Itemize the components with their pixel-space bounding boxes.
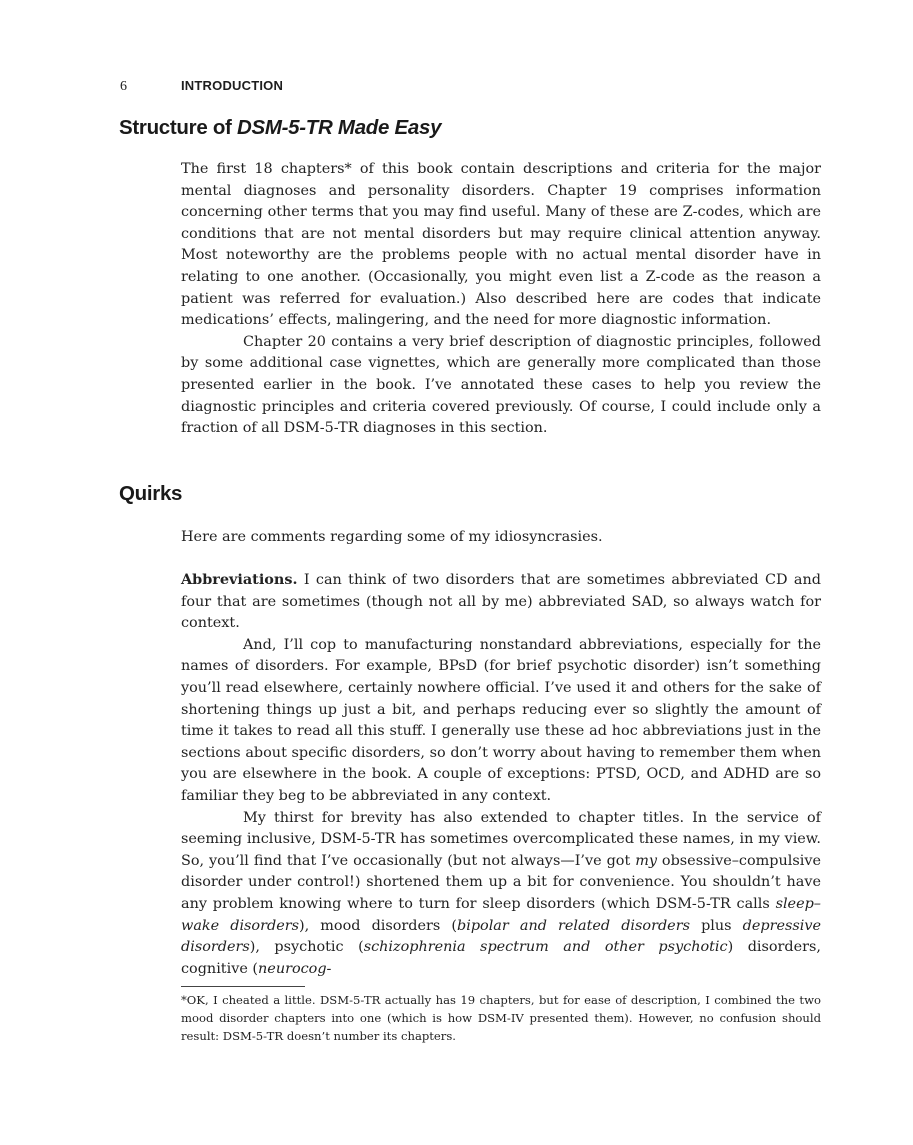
text-run: ), mood disorders ( (298, 917, 458, 934)
section-heading-structure (119, 116, 441, 140)
text-run: ), psychotic ( (249, 939, 364, 956)
section-heading-quirks: Quirks (119, 482, 183, 505)
paragraph (181, 808, 821, 981)
paragraph-abbreviations (181, 569, 821, 635)
heading-italic-title: DSM-5-TR Made Easy (236, 116, 442, 139)
running-title: INTRODUCTION (181, 78, 284, 93)
italic-run: schizophrenia spectrum and other psychotic (363, 939, 728, 956)
paragraph: Chapter 20 contains a very brief description of diagnostic principles, followed by some additional case vignettes, which are generally more complicated than those presented earlier in the book. I’ve annotated these cases to help you review the diagnostic principles and criteria covered previously. Of course, I could include only a fraction of all DSM-5-TR diagnoses in this section. (181, 333, 821, 437)
italic-run: sleep–wake disorders (181, 895, 821, 934)
paragraph: And, I’ll cop to manufacturing nonstandard abbreviations, especially for the names of disorders. For example, BPsD (for brief psychotic disorder) isn’t something you’ll read elsewhere, certainly nowhere official. I’ve used it and others for the sake of shortening things up just a bit, and perhaps reducing ever so slightly the amount of time it takes to read all this stuff. I generally use these ad hoc abbreviations just in the sections about specific disorders, so don’t worry about having to remember them when you are elsewhere in the book. A couple of exceptions: PTSD, OCD, and ADHD are so familiar they beg to be abbreviated in any context. (181, 636, 821, 804)
heading-plain: Structure of (119, 116, 237, 139)
text-run: My thirst for brevity has also extended to chapter titles. In the service of seeming inclusive, DSM-5-TR has sometimes overcomplicated these names, in my view. So, you’ll find that I’ve occasionally (but not always—I’ve got (181, 809, 821, 869)
paragraph-text: I can think of two disorders that are sometimes abbreviated CD and four that are sometimes (though not all by me) abbreviated SAD, so always watch for context. (181, 572, 821, 632)
paragraph: Here are comments regarding some of my idiosyncrasies. (181, 529, 603, 545)
italic-run: neurocog- (258, 960, 332, 977)
quirks-section-body (181, 569, 821, 980)
italic-run: bipolar and related disorders (457, 917, 690, 934)
footnote-rule (181, 986, 305, 987)
italic-run: my (635, 852, 657, 869)
paragraph: The first 18 chapters* of this book contain descriptions and criteria for the major mental diagnoses and personality disorders. Chapter 19 comprises information concerning other terms that you may find useful. Many of these are Z-codes, which are conditions that are not mental disorders but may require clinical attention anyway. Most noteworthy are the problems people with no actual mental disorder have in relating to one another. (Occasionally, you might even list a Z-code as the reason a patient was referred for evaluation.) Also described here are codes that indicate medications’ effects, malingering, and the need for more diagnostic information. (181, 161, 821, 329)
text-run: plus (689, 917, 743, 934)
italic-run: depressive disorders (181, 917, 822, 956)
text-run: obsessive–compulsive disorder under control!) shortened them up a bit for convenience. You shouldn’t have any problem knowing where to turn for sleep disorders (which DSM-5-TR calls (181, 852, 821, 912)
text-run: ) disorders, cognitive ( (181, 939, 821, 977)
footnote: *OK, I cheated a little. DSM-5-TR actually has 19 chapters, but for ease of description, I combined the two mood disorder chapters into one (which is how DSM-IV presented them). However, no confusion should result: DSM-5-TR doesn’t number its chapters. (181, 993, 821, 1043)
quirks-intro (181, 527, 821, 549)
running-head (120, 78, 284, 95)
page-number: 6 (120, 79, 127, 94)
structure-section-body (181, 159, 821, 440)
run-in-heading: Abbreviations. (181, 571, 298, 588)
